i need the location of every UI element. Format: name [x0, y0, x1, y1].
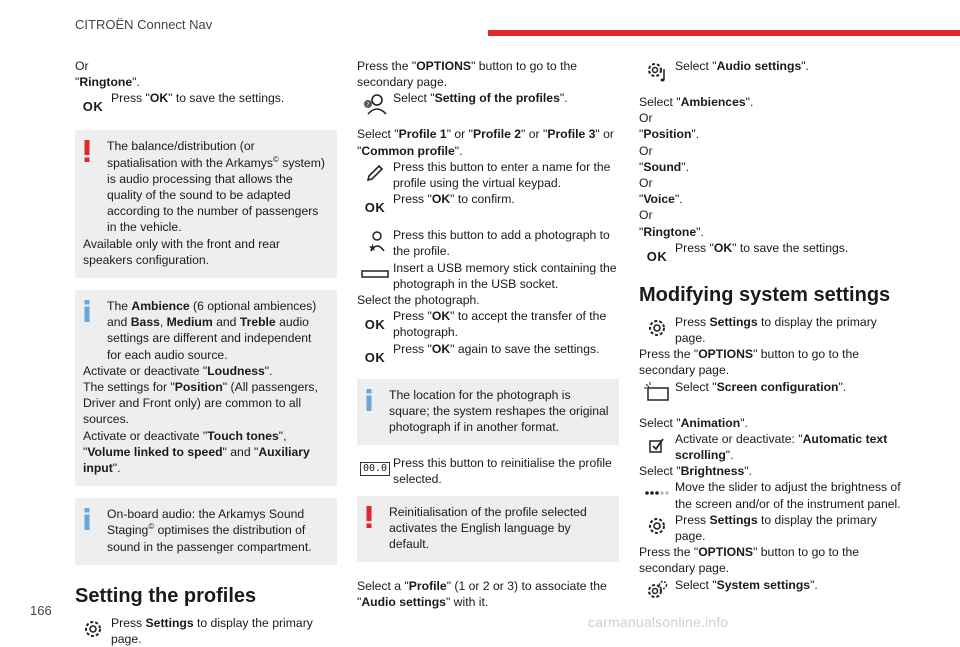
ok-again-step: [357, 341, 619, 369]
auto-scroll-text: Activate or deactivate: "Automatic text scrolling".: [675, 431, 888, 463]
info-text-ambience: The Ambience (6 optional ambiences) and Bass, Medium and Treble audio settings are different and independent for each audio source.: [107, 299, 317, 362]
auto-scroll-step: [639, 431, 901, 463]
ok-accept-step: [357, 308, 619, 340]
or-text: Or: [639, 143, 653, 158]
brightness-slider-icon: [639, 479, 675, 507]
screen-config-step: [639, 379, 901, 407]
ok-icon: OK: [646, 248, 668, 264]
screen-config-icon: [639, 379, 675, 407]
info-text-touch-tones: Activate or deactivate "Touch tones", "Volume linked to speed" and "Auxiliary input".: [83, 428, 310, 476]
brightness-text: Select "Brightness".: [639, 464, 752, 479]
ok-save-step: [639, 240, 901, 268]
ringtone-text: "Ringtone".: [75, 75, 140, 90]
system-settings-text: Select "System settings".: [675, 577, 818, 592]
slider-text: Move the slider to adjust the brightness of the screen and/or of the instrument panel.: [675, 480, 901, 511]
select-profile-text: Select "Profile 1" or "Profile 2" or "Profile 3" or "Common profile".: [357, 127, 614, 158]
reset-counter-icon: 00.0: [357, 455, 393, 483]
usb-text: Insert a USB memory stick containing the photograph in the USB socket.: [393, 260, 617, 291]
warning-box-balance: [75, 130, 337, 278]
ok-again-text: Press "OK" again to save the settings.: [393, 341, 600, 356]
ok-icon: OK: [364, 349, 386, 365]
enter-name-text: Press this button to enter a name for the profile using the virtual keypad.: [393, 159, 611, 191]
profile-settings-icon: [357, 90, 393, 118]
reinit-text: Press this button to reinitialise the profile selected.: [393, 456, 612, 487]
info-box-photo: [357, 379, 619, 446]
gear-icon: [75, 615, 111, 643]
warning-text-2: Available only with the front and rear speakers configuration.: [83, 236, 280, 267]
section-heading-profiles: Setting the profiles: [75, 584, 257, 607]
usb-stick-icon: [357, 260, 393, 288]
settings-text-1: Press Settings to display the primary page.: [675, 314, 877, 346]
ok-confirm-step: [357, 191, 619, 219]
ok-accept-text: Press "OK" to accept the transfer of the photograph.: [393, 309, 607, 340]
ok-text: Press "OK" to save the settings.: [111, 91, 285, 106]
screen-config-text: Select "Screen configuration".: [675, 379, 847, 394]
gear-icon: [639, 512, 675, 540]
settings-text: Press Settings to display the primary page.: [111, 615, 313, 647]
section-heading-system: Modifying system settings: [639, 283, 891, 306]
settings-step: [75, 615, 337, 647]
system-settings-step: [639, 577, 901, 605]
gear-icon: [639, 314, 675, 342]
info-text-loudness: Activate or deactivate "Loudness".: [83, 363, 273, 378]
settings-step-1: [639, 314, 901, 346]
column-1: [75, 58, 337, 647]
options-text-1: Press the "OPTIONS" button to go to the secondary page.: [639, 347, 860, 378]
select-photo-text: Select the photograph.: [357, 293, 480, 308]
sound-text: "Sound".: [639, 159, 689, 174]
profiles-step: [357, 90, 619, 118]
setting-profiles-text: Select "Setting of the profiles".: [393, 91, 568, 106]
info-icon: [83, 508, 91, 534]
settings-step-2: [639, 512, 901, 544]
select-profile-audio-text: Select a "Profile" (1 or 2 or 3) to associate the "Audio settings" with it.: [357, 579, 607, 610]
ok-icon: OK: [364, 200, 386, 216]
audio-settings-text: Select "Audio settings".: [675, 59, 809, 73]
info-photo-text: The location for the photograph is square; the system reshapes the original photograph if in another format.: [389, 387, 609, 435]
or-text: Or: [639, 208, 653, 223]
add-photo-text: Press this button to add a photograph to the profile.: [393, 228, 610, 259]
warning-reinit-text: Reinitialisation of the profile selected activates the English language by default.: [389, 504, 587, 552]
info-box-ambience: [75, 290, 337, 486]
checkbox-icon: [639, 431, 675, 459]
ok-step: [75, 90, 337, 118]
pencil-icon: [357, 159, 393, 187]
slider-step: [639, 479, 901, 511]
options-text: Press the "OPTIONS" button to go to the secondary page.: [357, 59, 578, 90]
or-text: Or: [639, 111, 653, 126]
header-accent-bar: [488, 30, 960, 36]
column-2: [357, 58, 619, 611]
warning-text-1: The balance/distribution (or spatialisation with the Arkamys© system) is audio processing that allows the quality of the sound to be adapted according to the number of passengers in the vehicle.: [107, 139, 325, 235]
position-text: "Position".: [639, 127, 700, 142]
svg-text:?: ?: [366, 101, 370, 109]
settings-text-2: Press Settings to display the primary page.: [675, 512, 877, 544]
ok-confirm-text: Press "OK" to confirm.: [393, 192, 515, 207]
page-number: 166: [30, 603, 52, 618]
ringtone-text: "Ringtone".: [639, 224, 704, 239]
add-photo-icon: [357, 227, 393, 255]
usb-step: [357, 260, 619, 292]
ambiences-text: Select "Ambiences".: [639, 95, 754, 109]
info-box-arkamys: [75, 498, 337, 565]
audio-settings-step: [639, 58, 901, 86]
or-text: Or: [639, 176, 653, 191]
options-text-2: Press the "OPTIONS" button to go to the secondary page.: [639, 545, 860, 576]
animation-text: Select "Animation".: [639, 415, 748, 430]
info-text-position: The settings for "Position" (All passengers, Driver and Front only) are common to all sources.: [83, 380, 318, 427]
warning-exclamation-icon: [83, 140, 91, 166]
svg-text:★: ★: [368, 243, 377, 254]
ok-save-text: Press "OK" to save the settings.: [675, 240, 849, 255]
edit-name-step: [357, 159, 619, 191]
watermark: carmanualsonline.info: [588, 614, 729, 630]
warning-box-reinit: [357, 496, 619, 563]
info-text-arkamys: On-board audio: the Arkamys Sound Staging© optimises the distribution of sound in the passenger compartment.: [107, 507, 312, 554]
audio-settings-icon: [639, 58, 675, 86]
reinit-step: [357, 455, 619, 487]
system-settings-icon: [639, 577, 675, 605]
ok-icon: OK: [82, 99, 104, 115]
header-title: CITROËN Connect Nav: [75, 17, 213, 32]
or-text: Or: [75, 59, 89, 73]
warning-exclamation-icon: [365, 506, 373, 532]
info-icon: [365, 389, 373, 415]
ok-icon: OK: [364, 317, 386, 333]
column-3: [639, 58, 901, 605]
voice-text: "Voice".: [639, 192, 683, 207]
info-icon: [83, 300, 91, 326]
add-photo-step: [357, 227, 619, 259]
